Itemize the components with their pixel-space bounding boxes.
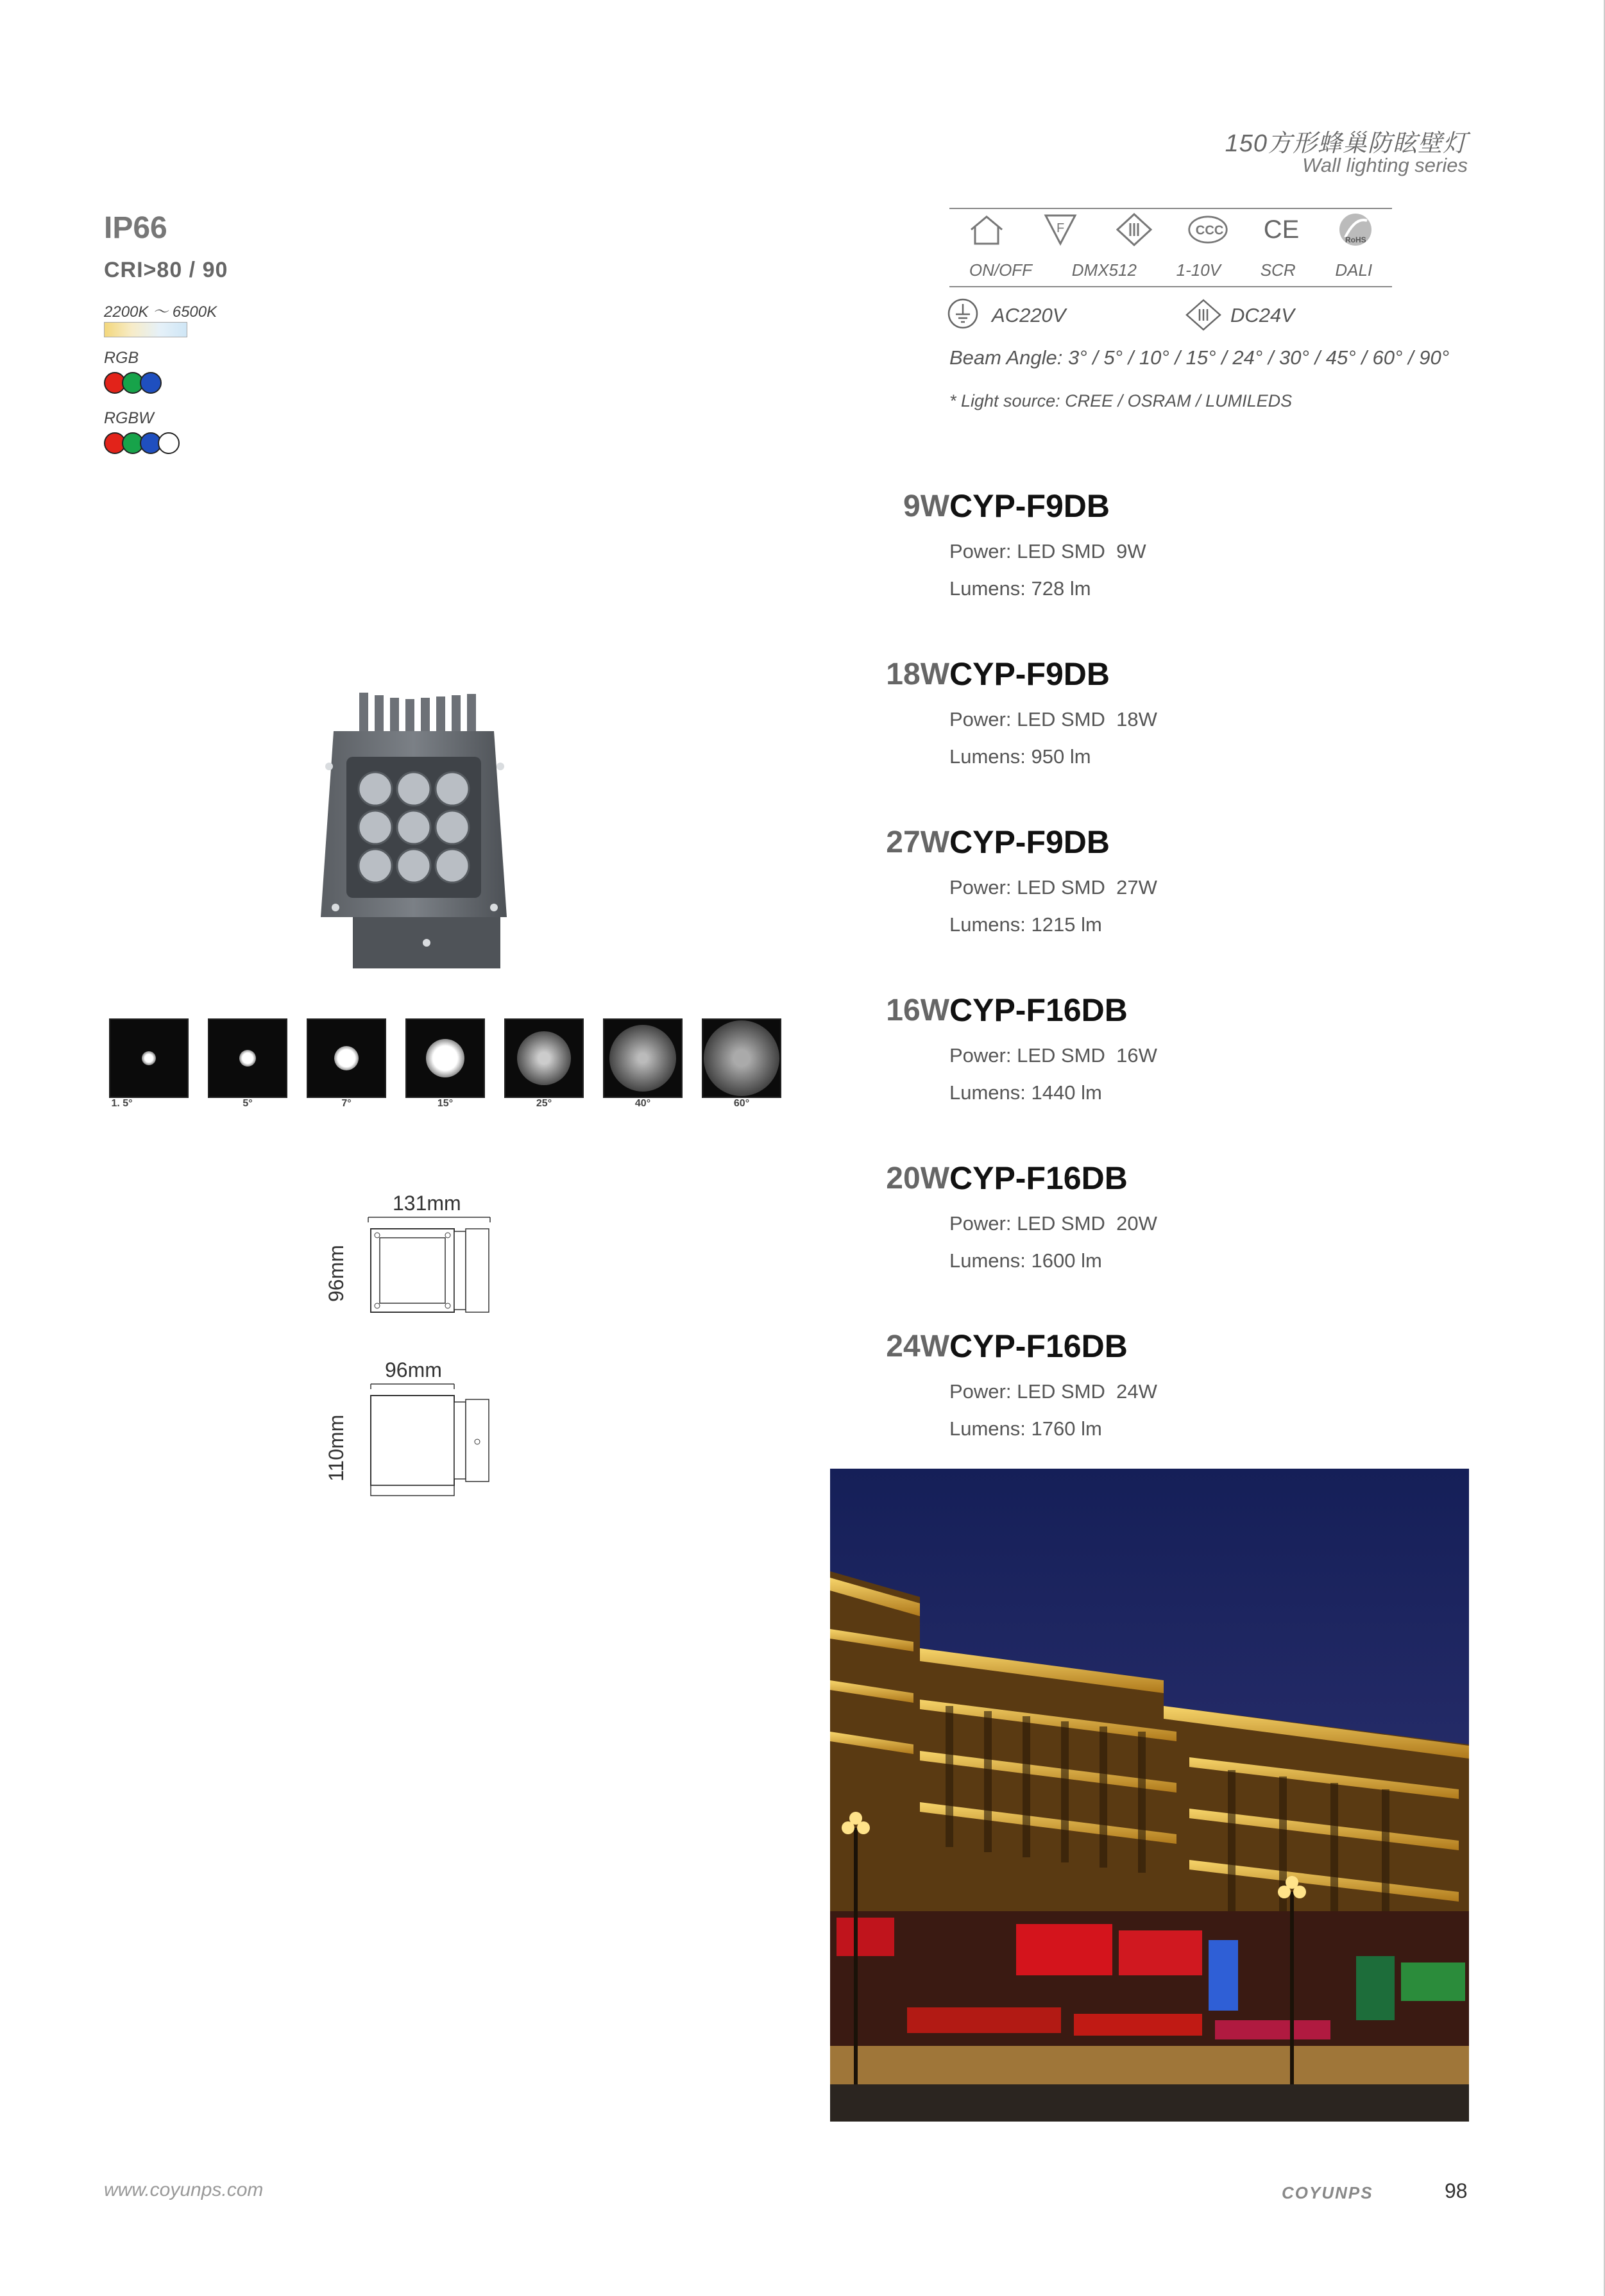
model-name: CYP-F16DB — [949, 992, 1128, 1028]
model-watt: 18W — [886, 657, 949, 691]
cct-range: 2200K ～ 6500K — [104, 303, 217, 321]
page-number: 98 — [1445, 2179, 1468, 2202]
model-name: CYP-F16DB — [949, 1328, 1128, 1364]
control-1-10v: 1-10V — [1176, 260, 1221, 280]
model-name: CYP-F9DB — [949, 824, 1110, 860]
front-view-drawing — [367, 1216, 495, 1322]
model-watt: 9W — [903, 489, 949, 523]
certification-icons — [949, 212, 1392, 248]
model-lumens: Lumens: 728 lm — [949, 577, 1091, 600]
beam-caption: 1. 5° — [111, 1098, 133, 1109]
model-lumens: Lumens: 1600 lm — [949, 1249, 1102, 1272]
series-title-cn: 150方形蜂巢防眩壁灯 — [1225, 130, 1468, 157]
model-watt: 20W — [886, 1161, 949, 1195]
model-power: Power: LED SMD 27W — [949, 876, 1157, 899]
model-lumens: Lumens: 1440 lm — [949, 1081, 1102, 1104]
beam-caption: 40° — [634, 1098, 651, 1109]
model-watt: 16W — [886, 993, 949, 1027]
beam-caption: 60° — [733, 1098, 750, 1109]
rgb-label: RGB — [104, 349, 139, 367]
beam-tile-25 — [504, 1018, 584, 1098]
ground-icon — [947, 298, 979, 333]
model-watt: 24W — [886, 1329, 949, 1363]
model-lumens: Lumens: 1215 lm — [949, 913, 1102, 936]
cert-top-rule — [949, 208, 1392, 209]
control-scr: SCR — [1260, 260, 1296, 280]
model-power: Power: LED SMD 20W — [949, 1212, 1157, 1235]
front-width-label: 131mm — [393, 1192, 461, 1215]
model-power: Power: LED SMD 16W — [949, 1044, 1157, 1067]
ip-rating: IP66 — [104, 211, 167, 245]
model-name: CYP-F16DB — [949, 1160, 1128, 1196]
cct-gradient-bar — [104, 322, 187, 337]
beam-tile-7 — [307, 1018, 386, 1098]
voltage-ac: AC220V — [992, 304, 1066, 326]
svg-text:RoHS: RoHS — [1345, 235, 1366, 244]
model-power: Power: LED SMD 18W — [949, 708, 1157, 730]
beam-tile-1.5 — [109, 1018, 189, 1098]
model-lumens: Lumens: 1760 lm — [949, 1417, 1102, 1440]
beam-tile-5 — [208, 1018, 287, 1098]
cri-value: CRI>80 / 90 — [104, 258, 228, 282]
white-swatch — [158, 432, 180, 454]
CCC-icon — [1187, 212, 1228, 248]
model-name: CYP-F9DB — [949, 488, 1110, 524]
side-width-label: 96mm — [385, 1358, 442, 1381]
rgbw-swatches — [104, 432, 176, 454]
voltage-dc: DC24V — [1230, 304, 1295, 326]
cert-bottom-rule — [949, 286, 1392, 287]
beam-tile-15 — [405, 1018, 485, 1098]
model-power: Power: LED SMD 9W — [949, 540, 1146, 562]
product-photo — [308, 686, 520, 978]
class-III-voltage-icon — [1185, 299, 1221, 334]
beam-tile-60 — [702, 1018, 781, 1098]
control-dali: DALI — [1335, 260, 1373, 280]
model-power: Power: LED SMD 24W — [949, 1380, 1157, 1403]
home-icon — [966, 212, 1007, 248]
control-dmx512: DMX512 — [1071, 260, 1137, 280]
beam-caption: 7° — [341, 1098, 352, 1109]
beam-caption: 5° — [242, 1098, 253, 1109]
light-source: * Light source: CREE / OSRAM / LUMILEDS — [949, 391, 1293, 410]
model-watt: 27W — [886, 825, 949, 859]
side-view-drawing — [367, 1383, 495, 1501]
control-options — [949, 260, 1392, 280]
class-III-icon — [1114, 212, 1155, 248]
front-height-label: 96mm — [325, 1245, 348, 1302]
svg-text:CCC: CCC — [1195, 223, 1223, 238]
control-onoff: ON/OFF — [969, 260, 1033, 280]
blue-swatch — [140, 372, 162, 394]
footer-url: www.coyunps.com — [104, 2179, 264, 2200]
beam-caption: 25° — [536, 1098, 552, 1109]
svg-text:F: F — [1056, 221, 1064, 235]
installation-photo — [830, 1469, 1469, 2125]
model-name: CYP-F9DB — [949, 656, 1110, 692]
ce-mark: CE — [1263, 215, 1300, 244]
rohs-icon — [1335, 212, 1376, 248]
model-lumens: Lumens: 950 lm — [949, 745, 1091, 768]
rgb-swatches — [104, 372, 158, 394]
beam-caption: 15° — [437, 1098, 454, 1109]
beam-tile-40 — [603, 1018, 683, 1098]
rgbw-label: RGBW — [104, 409, 154, 427]
F-mark-icon — [1040, 212, 1081, 248]
beam-angle: Beam Angle: 3° / 5° / 10° / 15° / 24° / 30° / 45° / 60° / 90° — [949, 346, 1450, 369]
brand-logo: COYUNPS — [1282, 2183, 1373, 2202]
series-title-en: Wall lighting series — [1302, 154, 1468, 176]
side-height-label: 110mm — [325, 1414, 348, 1481]
